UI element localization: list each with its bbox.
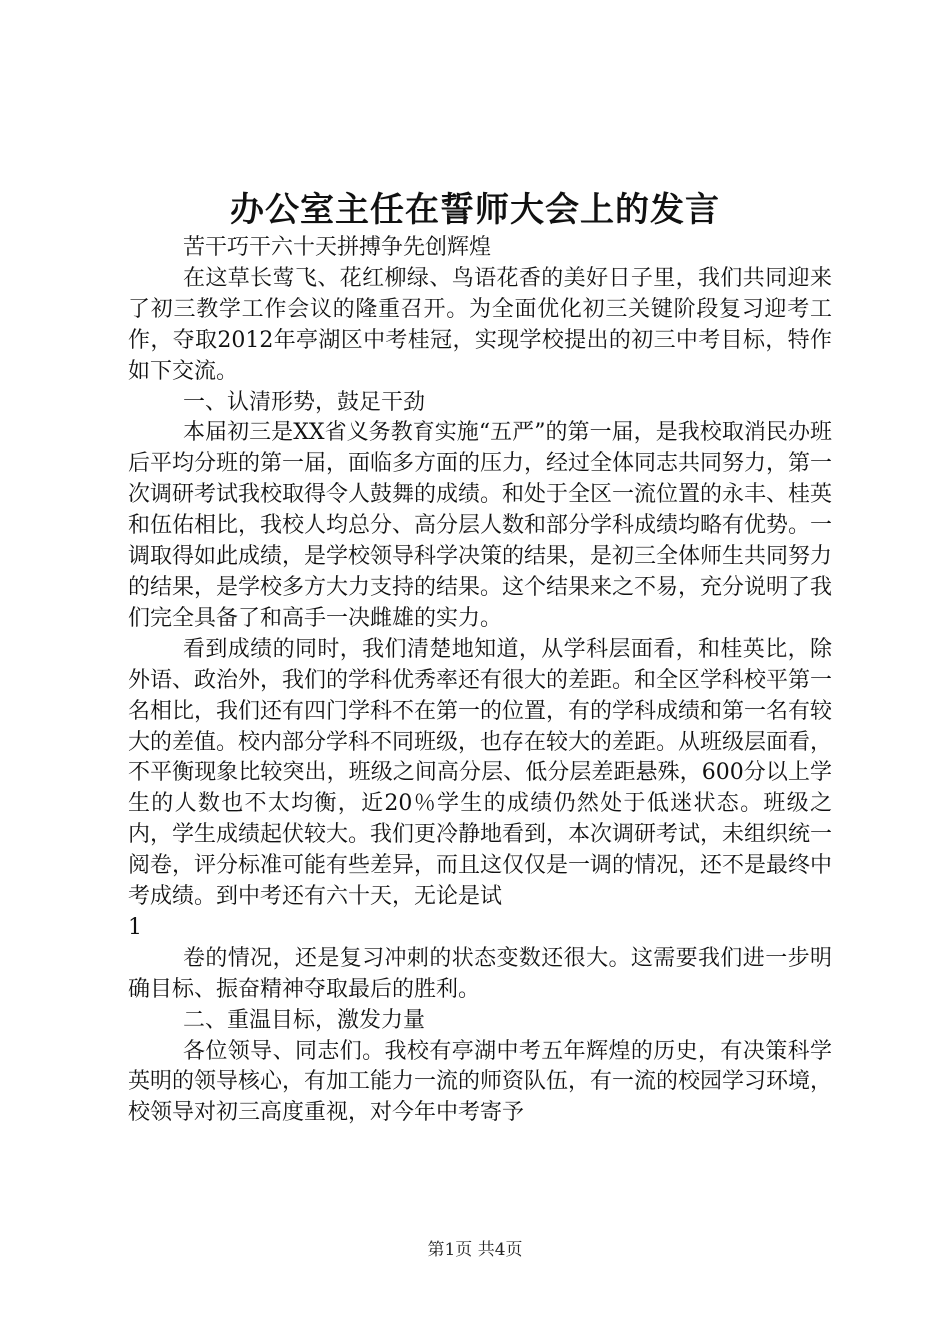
body-paragraph: 各位领导、同志们。我校有亭湖中考五年辉煌的历史，有决策科学英明的领导核心，有加工能力一流的师资队伍，有一流的校园学习环境，校领导对初三高度重视，对今年中考寄予 [128, 1038, 833, 1126]
section-heading: 一、认清形势，鼓足干劲 [183, 389, 426, 415]
page-footer: 第1页 共4页 [427, 1240, 523, 1260]
document-body [128, 233, 832, 1129]
body-paragraph: 卷的情况，还是复习冲刺的状态变数还很大。这需要我们进一步明确目标、振奋精神夺取最后的胜利。 [128, 945, 832, 1002]
body-paragraph: 本届初三是XX省义务教育实施“五严”的第一届，是我校取消民办班后平均分班的第一届，面临多方面的压力，经过全体同志共同努力，第一次调研考试我校取得令人鼓舞的成绩。和处于全区一流位置的永丰、桂英和伍佑相比，我校人均总分、高分层人数和部分学科成绩均略有优势。一调取得如此成绩，是学校领导科学决策的结果，是初三全体师生共同努力的结果，是学校多方大力支持的结果。这个结果来之不易，充分说明了我们完全具备了和高手一决雌雄的实力。 [128, 420, 833, 631]
body-paragraph: 在这草长莺飞、花红柳绿、鸟语花香的美好日子里，我们共同迎来了初三教学工作会议的隆重召开。为全面优化初三关键阶段复习迎考工作，夺取2012年亭湖区中考桂冠，实现学校提出的初三中考目标，特作如下交流。 [128, 265, 832, 384]
subtitle-paragraph: 苦干巧干六十天拼搏争先创辉煌 [183, 235, 492, 260]
body-paragraph: 看到成绩的同时，我们清楚地知道，从学科层面看，和桂英比，除外语、政治外，我们的学科优秀率还有很大的差距。和全区学科校平第一名相比，我们还有四门学科不在第一的位置，有的学科成绩和第一名有较大的差值。校内部分学科不同班级，也存在较大的差距。从班级层面看，不平衡现象比较突出，班级之间高分层、低分层差距悬殊，600分以上学生的人数也不太均衡，近20％学生的成绩仍然处于低迷状态。班级之内，学生成绩起伏较大。我们更冷静地看到，本次调研考试，未组织统一阅卷，评分标准可能有些差异，而且这仅仅是一调的情况，还不是最终中考成绩。到中考还有六十天，无论是试 [128, 636, 833, 910]
inline-page-number: 1 [128, 914, 142, 940]
document-title: 办公室主任在誓师大会上的发言 [230, 190, 720, 230]
section-heading: 二、重温目标，激发力量 [183, 1007, 426, 1033]
